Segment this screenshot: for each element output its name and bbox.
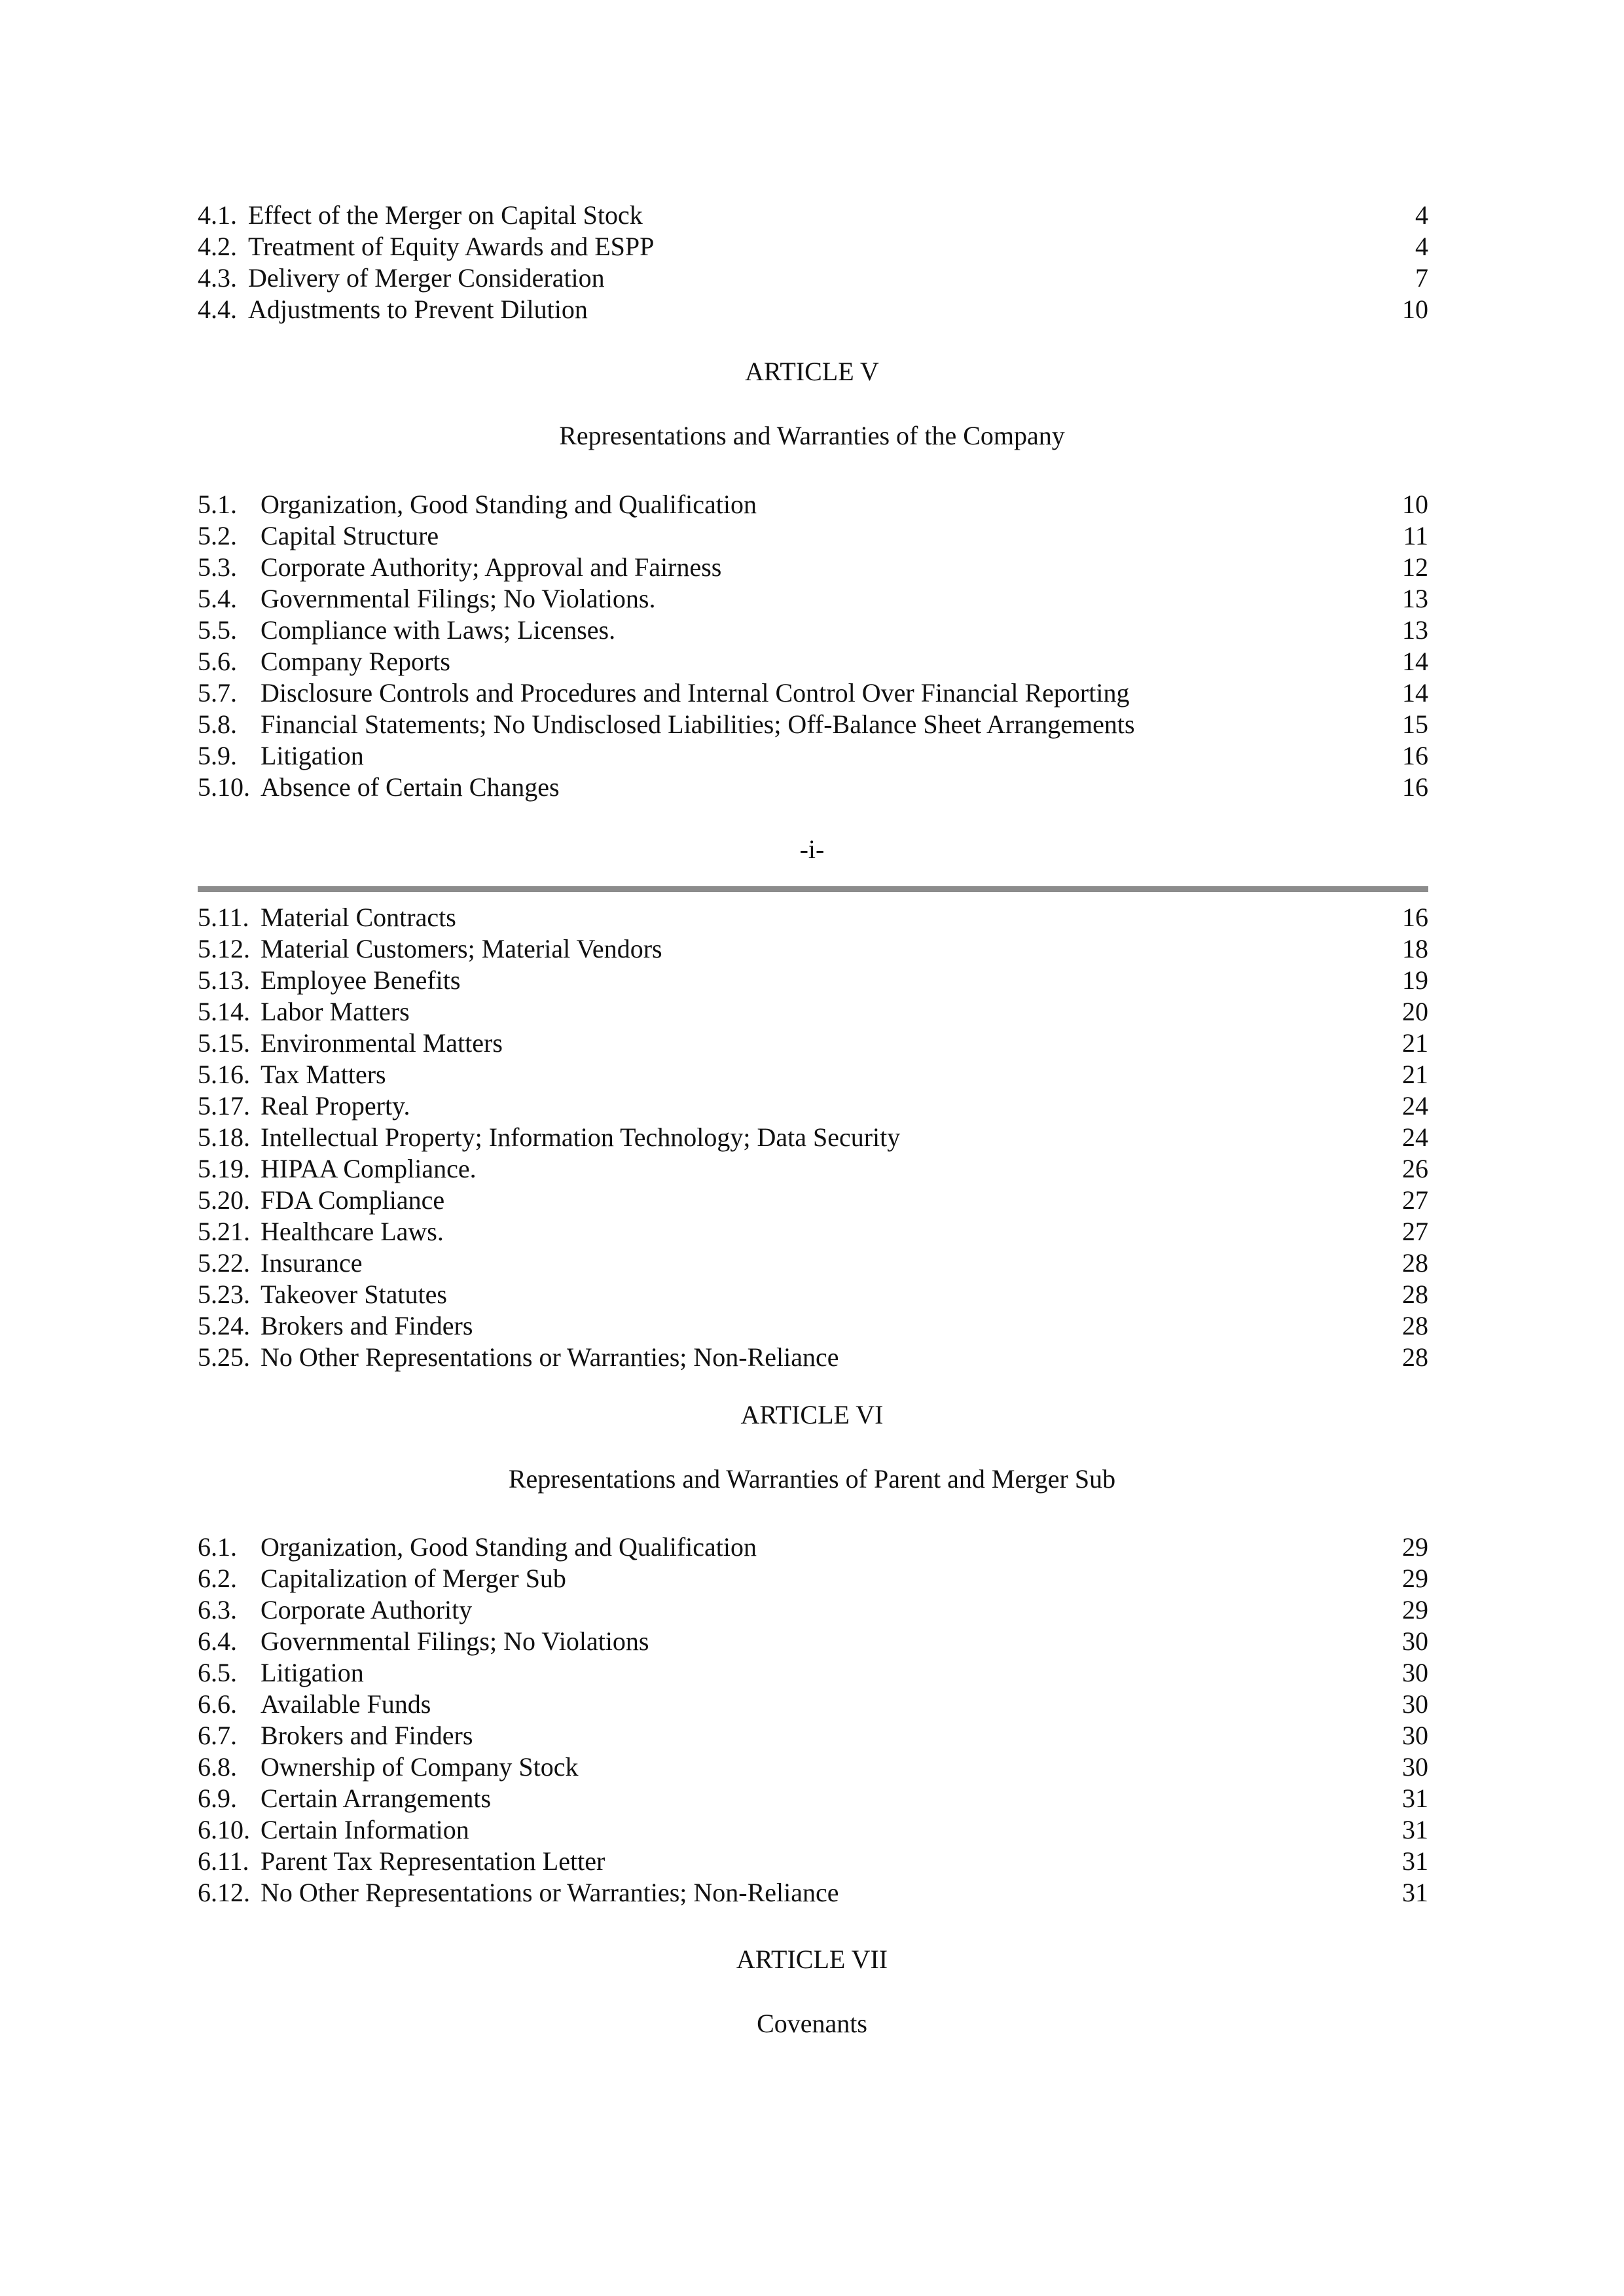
toc-entry[interactable] bbox=[198, 965, 1428, 996]
page-number-ref: 27 bbox=[1402, 1217, 1428, 1246]
toc-entry[interactable] bbox=[198, 200, 1428, 231]
page-number-ref: 31 bbox=[1402, 1815, 1428, 1844]
section-title: Litigation bbox=[261, 1658, 364, 1687]
section-number: 5.21. bbox=[198, 1217, 250, 1246]
section-title: Adjustments to Prevent Dilution bbox=[248, 295, 588, 324]
section-number: 4.2. bbox=[198, 232, 237, 261]
section-number: 6.9. bbox=[198, 1784, 237, 1813]
section-title: Absence of Certain Changes bbox=[261, 772, 560, 802]
toc-entry[interactable] bbox=[198, 646, 1428, 677]
section-title: No Other Representations or Warranties; Non-Reliance bbox=[261, 1342, 839, 1372]
section-number: 5.25. bbox=[198, 1342, 250, 1372]
toc-entry[interactable] bbox=[198, 520, 1428, 552]
section-title: Financial Statements; No Undisclosed Liabilities; Off-Balance Sheet Arrangements bbox=[261, 709, 1135, 739]
toc-entry[interactable] bbox=[198, 1689, 1428, 1720]
toc-entry[interactable] bbox=[198, 231, 1428, 262]
toc-entry[interactable] bbox=[198, 1626, 1428, 1657]
page-number-ref: 10 bbox=[1402, 295, 1428, 324]
section-title: Treatment of Equity Awards and ESPP bbox=[248, 232, 655, 261]
toc-entry[interactable] bbox=[198, 1563, 1428, 1594]
section-title: FDA Compliance bbox=[261, 1185, 445, 1215]
section-title: Organization, Good Standing and Qualification bbox=[261, 490, 757, 519]
section-number: 4.1. bbox=[198, 200, 237, 230]
toc-entry[interactable] bbox=[198, 772, 1428, 803]
section-number: 5.8. bbox=[198, 709, 237, 739]
section-title: Brokers and Finders bbox=[261, 1721, 473, 1750]
section-title: Intellectual Property; Information Technology; Data Security bbox=[261, 1122, 901, 1152]
toc-list-article-6 bbox=[198, 1532, 1428, 1909]
section-title: Takeover Statutes bbox=[261, 1280, 447, 1309]
article-subtitle: Representations and Warranties of the Company bbox=[559, 421, 1065, 450]
toc-entry[interactable] bbox=[198, 677, 1428, 709]
page-number-ref: 31 bbox=[1402, 1784, 1428, 1813]
section-number: 6.2. bbox=[198, 1564, 237, 1593]
article-subtitle: Covenants bbox=[757, 2009, 867, 2038]
section-title: Delivery of Merger Consideration bbox=[248, 263, 605, 293]
section-number: 6.8. bbox=[198, 1752, 237, 1782]
page-number-ref: 30 bbox=[1402, 1689, 1428, 1719]
section-number: 5.17. bbox=[198, 1091, 250, 1121]
toc-entry[interactable] bbox=[198, 709, 1428, 740]
toc-entry[interactable] bbox=[198, 902, 1428, 933]
section-number: 6.1. bbox=[198, 1532, 237, 1562]
section-number: 5.16. bbox=[198, 1060, 250, 1089]
page-number-ref: 31 bbox=[1402, 1846, 1428, 1876]
page-number-ref: 14 bbox=[1402, 647, 1428, 676]
section-title: Employee Benefits bbox=[261, 965, 461, 995]
toc-entry[interactable] bbox=[198, 262, 1428, 294]
section-number: 4.3. bbox=[198, 263, 237, 293]
section-number: 5.20. bbox=[198, 1185, 250, 1215]
page-number-ref: 4 bbox=[1415, 232, 1428, 261]
section-title: Company Reports bbox=[261, 647, 450, 676]
toc-entry[interactable] bbox=[198, 1247, 1428, 1279]
page-number-ref: 4 bbox=[1415, 200, 1428, 230]
article-heading: ARTICLE VI bbox=[740, 1400, 884, 1429]
section-title: Corporate Authority bbox=[261, 1595, 473, 1624]
page-number-ref: 19 bbox=[1402, 965, 1428, 995]
section-number: 5.12. bbox=[198, 934, 250, 963]
section-title: HIPAA Compliance. bbox=[261, 1154, 477, 1183]
toc-entry[interactable] bbox=[198, 996, 1428, 1028]
section-number: 6.6. bbox=[198, 1689, 237, 1719]
section-title: Brokers and Finders bbox=[261, 1311, 473, 1340]
page-number-ref: 18 bbox=[1402, 934, 1428, 963]
toc-entry[interactable] bbox=[198, 489, 1428, 520]
toc-entry[interactable] bbox=[198, 615, 1428, 646]
section-number: 5.19. bbox=[198, 1154, 250, 1183]
page-number-ref: 10 bbox=[1402, 490, 1428, 519]
section-number: 5.14. bbox=[198, 997, 250, 1026]
toc-entry[interactable] bbox=[198, 1751, 1428, 1783]
section-title: Ownership of Company Stock bbox=[261, 1752, 579, 1782]
toc-list-article-4 bbox=[198, 200, 1428, 325]
toc-entry[interactable] bbox=[198, 1122, 1428, 1153]
section-number: 4.4. bbox=[198, 295, 237, 324]
section-title: Available Funds bbox=[261, 1689, 431, 1719]
section-title: Disclosure Controls and Procedures and Internal Control Over Financial Reporting bbox=[261, 678, 1130, 708]
page-number-ref: 30 bbox=[1402, 1626, 1428, 1656]
page-number-ref: 14 bbox=[1402, 678, 1428, 708]
toc-entry[interactable] bbox=[198, 1783, 1428, 1814]
section-title: Material Contracts bbox=[261, 903, 456, 932]
page-number-ref: 13 bbox=[1402, 615, 1428, 645]
page-number-ref: 12 bbox=[1402, 552, 1428, 582]
toc-entry[interactable] bbox=[198, 933, 1428, 965]
page-number-ref: 13 bbox=[1402, 584, 1428, 613]
toc-entry[interactable] bbox=[198, 1342, 1428, 1373]
section-title: Organization, Good Standing and Qualification bbox=[261, 1532, 757, 1562]
page-number-ref: 24 bbox=[1402, 1091, 1428, 1121]
section-number: 6.4. bbox=[198, 1626, 237, 1656]
page-number-ref: 30 bbox=[1402, 1658, 1428, 1687]
section-title: Material Customers; Material Vendors bbox=[261, 934, 662, 963]
section-title: Certain Information bbox=[261, 1815, 469, 1844]
page-number-ref: 21 bbox=[1402, 1060, 1428, 1089]
page-number-ref: 11 bbox=[1403, 521, 1428, 550]
toc-entry[interactable] bbox=[198, 1216, 1428, 1247]
page-number-ref: 30 bbox=[1402, 1752, 1428, 1782]
article-heading: ARTICLE V bbox=[745, 357, 879, 386]
toc-entry[interactable] bbox=[198, 1594, 1428, 1626]
page-number-ref: 27 bbox=[1402, 1185, 1428, 1215]
page-number-ref: 15 bbox=[1402, 709, 1428, 739]
toc-entry[interactable] bbox=[198, 1153, 1428, 1185]
article-heading: ARTICLE VII bbox=[736, 1945, 888, 1974]
toc-entry[interactable] bbox=[198, 1059, 1428, 1090]
section-title: Environmental Matters bbox=[261, 1028, 503, 1058]
page-number-ref: 28 bbox=[1402, 1248, 1428, 1278]
section-title: Capital Structure bbox=[261, 521, 439, 550]
section-number: 5.24. bbox=[198, 1311, 250, 1340]
section-number: 5.2. bbox=[198, 521, 237, 550]
toc-entry[interactable] bbox=[198, 1846, 1428, 1877]
article-subtitle: Representations and Warranties of Parent and Merger Sub bbox=[508, 1464, 1116, 1494]
page-number-ref: 7 bbox=[1415, 263, 1428, 293]
section-number: 5.15. bbox=[198, 1028, 250, 1058]
toc-entry[interactable] bbox=[198, 1028, 1428, 1059]
section-title: Effect of the Merger on Capital Stock bbox=[248, 200, 643, 230]
page-number-ref: 28 bbox=[1402, 1311, 1428, 1340]
toc-entry[interactable] bbox=[198, 1814, 1428, 1846]
section-number: 5.11. bbox=[198, 903, 249, 932]
toc-entry[interactable] bbox=[198, 1720, 1428, 1751]
toc-entry[interactable] bbox=[198, 1090, 1428, 1122]
toc-list-article-5-continued bbox=[198, 902, 1428, 1373]
section-number: 5.13. bbox=[198, 965, 250, 995]
section-title: Parent Tax Representation Letter bbox=[261, 1846, 605, 1876]
section-title: Insurance bbox=[261, 1248, 363, 1278]
section-title: Real Property. bbox=[261, 1091, 410, 1121]
toc-entry[interactable] bbox=[198, 740, 1428, 772]
page-footer-number: -i- bbox=[799, 834, 825, 864]
section-title: Corporate Authority; Approval and Fairness bbox=[261, 552, 722, 582]
page-number-ref: 29 bbox=[1402, 1595, 1428, 1624]
section-title: Labor Matters bbox=[261, 997, 410, 1026]
page-number-ref: 29 bbox=[1402, 1532, 1428, 1562]
toc-entry[interactable] bbox=[198, 1532, 1428, 1563]
page-number-ref: 16 bbox=[1402, 903, 1428, 932]
toc-list-article-5 bbox=[198, 489, 1428, 803]
section-number: 6.12. bbox=[198, 1878, 250, 1907]
section-number: 5.5. bbox=[198, 615, 237, 645]
toc-entry[interactable] bbox=[198, 1279, 1428, 1310]
section-title: No Other Representations or Warranties; Non-Reliance bbox=[261, 1878, 839, 1907]
page-number-ref: 16 bbox=[1402, 772, 1428, 802]
section-title: Compliance with Laws; Licenses. bbox=[261, 615, 616, 645]
toc-entry[interactable] bbox=[198, 294, 1428, 325]
toc-entry[interactable] bbox=[198, 583, 1428, 615]
page-number-ref: 28 bbox=[1402, 1342, 1428, 1372]
page-number-ref: 30 bbox=[1402, 1721, 1428, 1750]
page-number-ref: 16 bbox=[1402, 741, 1428, 770]
toc-entry[interactable] bbox=[198, 1310, 1428, 1342]
section-number: 6.11. bbox=[198, 1846, 249, 1876]
section-title: Governmental Filings; No Violations bbox=[261, 1626, 649, 1656]
section-number: 5.10. bbox=[198, 772, 250, 802]
section-number: 5.3. bbox=[198, 552, 237, 582]
section-number: 6.5. bbox=[198, 1658, 237, 1687]
page-number-ref: 29 bbox=[1402, 1564, 1428, 1593]
page-number-ref: 28 bbox=[1402, 1280, 1428, 1309]
section-number: 6.3. bbox=[198, 1595, 237, 1624]
page-number-ref: 24 bbox=[1402, 1122, 1428, 1152]
page-number-ref: 31 bbox=[1402, 1878, 1428, 1907]
section-number: 6.7. bbox=[198, 1721, 237, 1750]
section-number: 5.4. bbox=[198, 584, 237, 613]
section-number: 5.9. bbox=[198, 741, 237, 770]
section-title: Capitalization of Merger Sub bbox=[261, 1564, 566, 1593]
page-break-divider bbox=[198, 886, 1428, 892]
toc-entry[interactable] bbox=[198, 1185, 1428, 1216]
section-title: Governmental Filings; No Violations. bbox=[261, 584, 656, 613]
page-number-ref: 26 bbox=[1402, 1154, 1428, 1183]
toc-entry[interactable] bbox=[198, 1877, 1428, 1909]
page-number-ref: 21 bbox=[1402, 1028, 1428, 1058]
toc-entry[interactable] bbox=[198, 552, 1428, 583]
section-number: 5.1. bbox=[198, 490, 237, 519]
section-number: 5.23. bbox=[198, 1280, 250, 1309]
page-number-ref: 20 bbox=[1402, 997, 1428, 1026]
toc-entry[interactable] bbox=[198, 1657, 1428, 1689]
section-number: 5.7. bbox=[198, 678, 237, 708]
section-title: Certain Arrangements bbox=[261, 1784, 492, 1813]
section-title: Litigation bbox=[261, 741, 364, 770]
section-number: 5.6. bbox=[198, 647, 237, 676]
section-number: 5.18. bbox=[198, 1122, 250, 1152]
section-number: 5.22. bbox=[198, 1248, 250, 1278]
section-number: 6.10. bbox=[198, 1815, 250, 1844]
section-title: Healthcare Laws. bbox=[261, 1217, 444, 1246]
section-title: Tax Matters bbox=[261, 1060, 386, 1089]
